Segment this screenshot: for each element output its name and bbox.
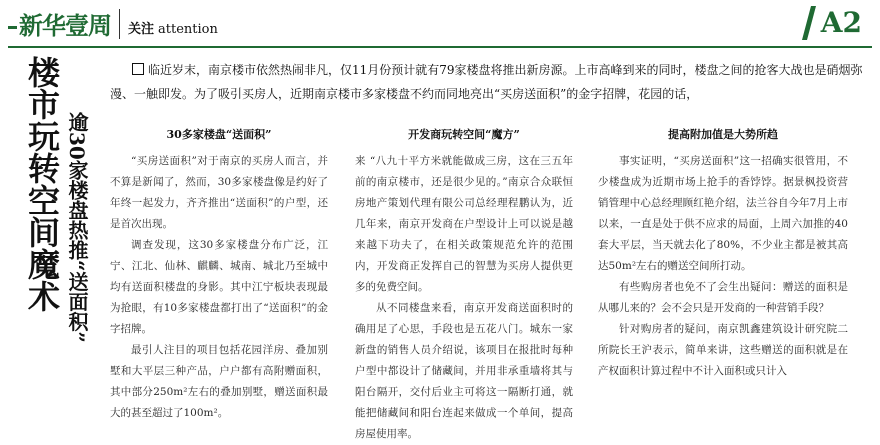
column-3-paragraph: 事实证明，“买房送面积”这一招确实很管用，不少楼盘成为近期市场上抢手的香饽饽。据景枫投资营销管理中心总经理顾红艳介绍，法兰谷自今年7月上市以来，一直是处于供不应求的局面，上周六加推的40套大平层，当天就去化了80%，不少业主都是被其高达50m²左右的赠送空间所打动。 [598, 155, 848, 272]
main-headline: 楼市玩转空间魔术 [23, 56, 61, 312]
slash-decoration-icon [802, 6, 816, 40]
lead-text: 临近岁末，南京楼市依然热闹非凡，仅11月份预计就有79家楼盘将推出新房源。上市高峰到来的同时，楼盘之间的抢客大战也是硝烟弥漫、一触即发。为了吸引买房人，近期南京楼市多家楼盘不约而同地亮出“买房送面积”的金字招牌，花园的话， [110, 63, 863, 101]
column-3-paragraph: 针对购房者的疑问，南京凯鑫建筑设计研究院二所院长王沪表示，简单来讲，这些赠送的面积就是在产权面积计算过程中不计入面积或只计入 [598, 323, 848, 377]
section-label [128, 18, 218, 37]
page-header [0, 0, 880, 46]
column-1-paragraph: 最引人注目的项目包括花园洋房、叠加别墅和大平层三种产品，户户都有高附赠面积，其中部分250m²左右的叠加别墅，赠送面积最大的甚至超过了100m²。 [110, 344, 328, 419]
lead-box-icon [132, 63, 144, 75]
article-column-2 [355, 124, 573, 445]
masthead-brand-text: 新华壹周 [19, 12, 111, 40]
column-1-paragraph: 调查发现，这30多家楼盘分布广泛，江宁、江北、仙林、麒麟、城南、城北乃至城中均有送面积楼盘的身影。其中江宁板块表现最为抢眼，有10多家楼盘都打出了“送面积”的金字招牌。 [110, 239, 328, 335]
header-divider [119, 9, 120, 39]
header-rule [8, 46, 872, 48]
article-column-3 [598, 124, 848, 382]
column-2-paragraph: 从不同楼盘来看，南京开发商送面积时的确用足了心思，手段也是五花八门。城东一家新盘的销售人员介绍说，该项目在报批时每种户型中都设计了储藏间，并用非承重墙将其与阳台隔开，交付后业主可将这一隔断打通，就能把储藏间和阳台连起来做成一个单间，提高房屋使用率。 [355, 302, 573, 440]
lead-paragraph [110, 58, 870, 106]
logo-dash-mark [8, 26, 17, 29]
column-3-title: 提高附加值是大势所趋 [668, 128, 778, 141]
column-2-title: 开发商玩转空间“魔方” [408, 128, 520, 141]
page-number: A2 [820, 6, 862, 39]
column-2-paragraph: 来 “八九十平方米就能做成三房，这在三五年前的南京楼市，还是很少见的。”南京合众联恒房地产策划代理有限公司总经理程鹏认为，近几年来，南京开发商在户型设计上可以说是越来越下功夫了，在相关政策规范允许的范围内，开发商正发挥自己的智慧为买房人提供更多的免费空间。 [355, 155, 573, 293]
column-1-title: 30多家楼盘“送面积” [166, 128, 272, 141]
masthead-logo [8, 6, 111, 41]
article-column-1 [110, 124, 328, 424]
column-1-paragraph: “买房送面积”对于南京的买房人而言，并不算是新闻了，然而，30多家楼盘像是约好了年终一起发力，齐齐推出“送面积”的户型，还是首次出现。 [110, 155, 328, 230]
section-label-en: attention [158, 22, 218, 37]
column-3-paragraph: 有些购房者也免不了会生出疑问：赠送的面积是从哪儿来的？会不会只是开发商的一种营销手段？ [598, 281, 848, 314]
sub-headline: 逾30家楼盘热推“送面积” [65, 112, 89, 343]
section-label-cn: 关注 [128, 22, 155, 37]
